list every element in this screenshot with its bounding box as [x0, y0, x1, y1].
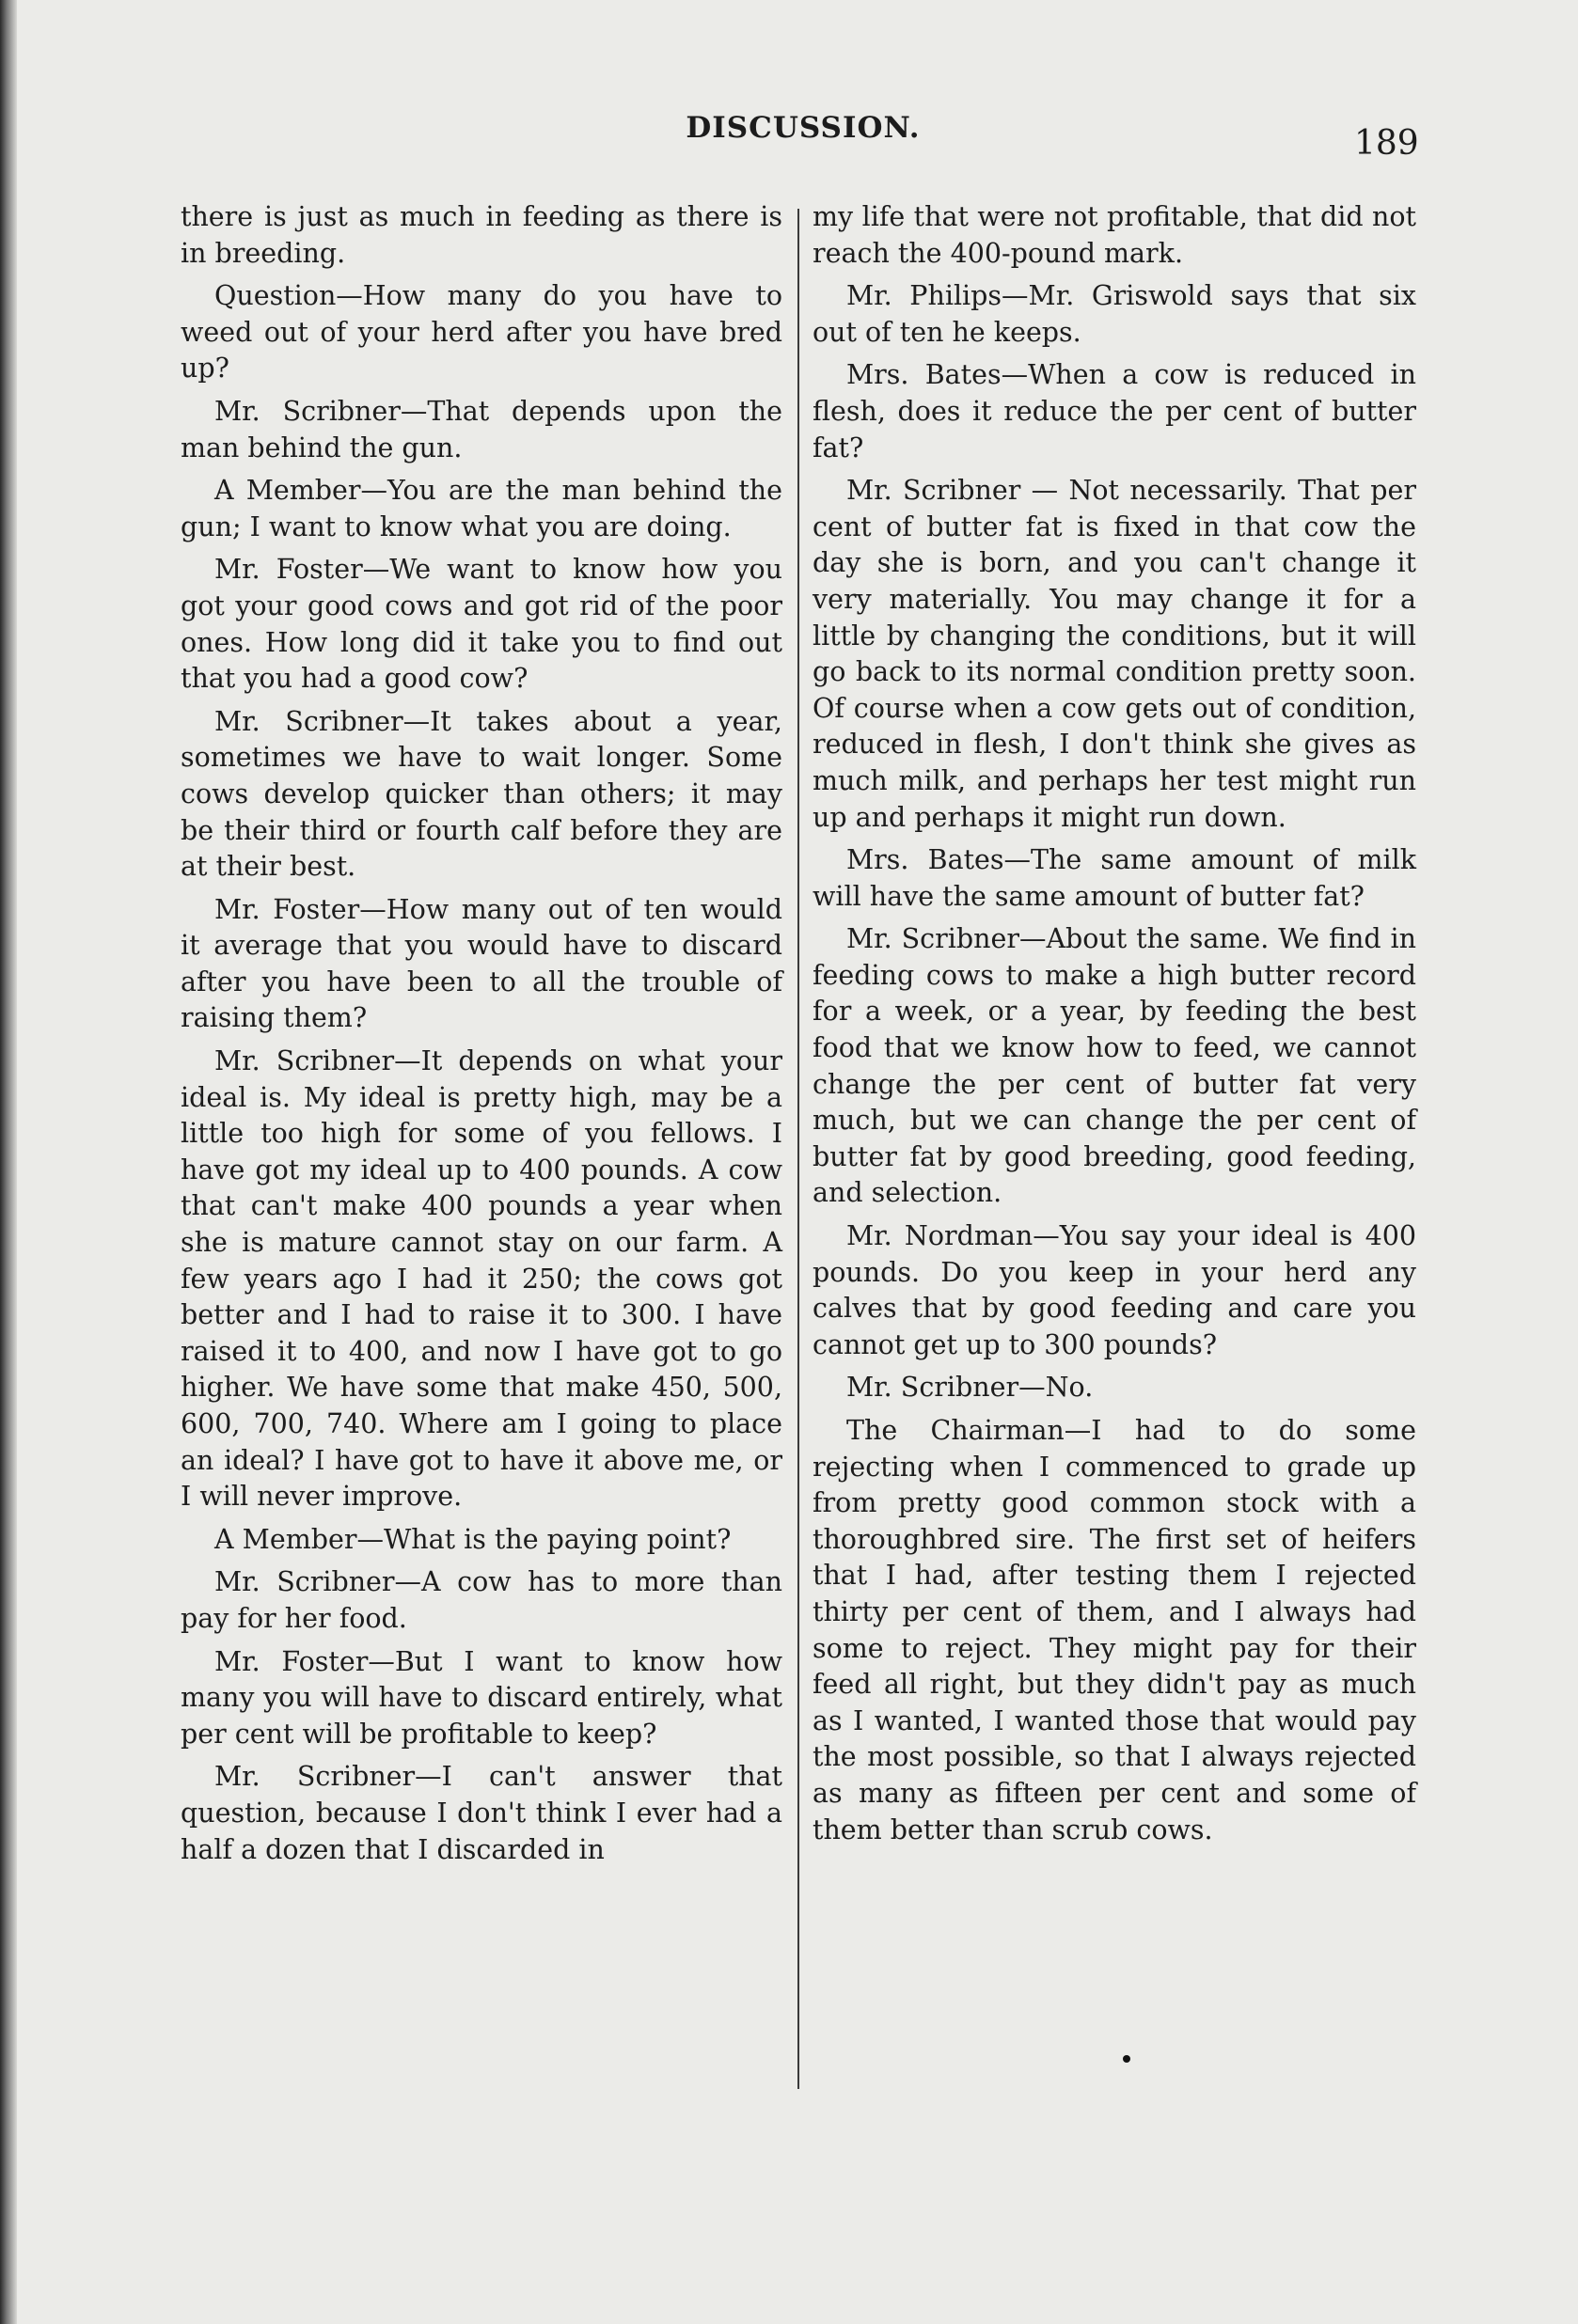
paragraph: Mr. Philips—Mr. Griswold says that six out of ten he keeps.	[813, 280, 1416, 348]
paragraph: Mr. Foster—How many out of ten would it average that you would have to discard after you have been to all the trouble of raising them?	[181, 893, 782, 1034]
paragraph: The Chairman—I had to do some rejecting when I commenced to grade up from pretty good common stock with a thoroughbred sire. The first set of heifers that I had, after testing them I rejected thirty per cent of them, and I always had some to reject. They might pay for their feed all right, but they didn't pay as much as I wanted, I wanted those that would pay the most possible, so that I always rejected as many as fifteen per cent and some of them better than scrub cows.	[813, 1415, 1416, 1845]
paragraph: Mrs. Bates—The same amount of milk will have the same amount of butter fat?	[813, 844, 1416, 912]
right-column	[813, 199, 1416, 1855]
paragraph: my life that were not profitable, that did not reach the 400-pound mark.	[813, 201, 1416, 269]
paragraph: there is just as much in feeding as there is in breeding.	[181, 201, 782, 269]
paragraph: Mr. Scribner — Not necessarily. That per cent of butter fat is fixed in that cow the day she is born, and you can't change it very materially. You may change it for a little by changing the conditions, but it will go back to its normal condition pretty soon. Of course when a cow gets out of condition, reduced in flesh, I don't think she gives as much milk, and perhaps her test might run up and perhaps it might run down.	[813, 475, 1416, 833]
page-edge-shadow	[0, 0, 17, 2324]
paragraph: Mr. Foster—But I want to know how many you will have to discard entirely, what per cent will be profitable to keep?	[181, 1645, 782, 1750]
page-number: 189	[1354, 124, 1419, 163]
paragraph: Mr. Scribner—It takes about a year, sometimes we have to wait longer. Some cows develop quicker than others; it may be their third or fourth calf before they are at their best.	[181, 705, 782, 883]
paragraph: Mr. Scribner—It depends on what your ideal is. My ideal is pretty high, may be a little too high for some of you fellows. I have got my ideal up to 400 pounds. A cow that can't make 400 pounds a year when she is mature cannot stay on our farm. A few years ago I had it 250; the cows got better and I had to raise it to 300. I have raised it to 400, and now I have got to go higher. We have some that make 450, 500, 600, 700, 740. Where am I going to place an ideal? I have got to have it above me, or I will never improve.	[181, 1045, 782, 1513]
paragraph: Mr. Scribner—No.	[846, 1372, 1094, 1404]
paragraph: Mr. Foster—We want to know how you got your good cows and got rid of the poor ones. How long did it take you to find out that you had a good cow?	[181, 554, 782, 695]
paragraph: Mr. Scribner—That depends upon the man behind the gun.	[181, 395, 782, 463]
paragraph: Mr. Scribner—A cow has to more than pay for her food.	[181, 1566, 782, 1634]
paragraph: A Member—You are the man behind the gun; I want to know what you are doing.	[181, 475, 782, 542]
paragraph: Question—How many do you have to weed out of your herd after you have bred up?	[181, 280, 782, 385]
column-divider	[797, 209, 799, 2089]
running-head: DISCUSSION.	[686, 111, 921, 145]
left-column	[181, 199, 782, 1875]
paragraph: Mrs. Bates—When a cow is reduced in flesh, does it reduce the per cent of butter fat?	[813, 359, 1416, 463]
ink-speck	[1123, 2055, 1130, 2063]
paragraph: Mr. Scribner—I can't answer that question, because I don't think I ever had a half a dozen that I discarded in	[181, 1761, 782, 1865]
paragraph: A Member—What is the paying point?	[214, 1523, 732, 1555]
paragraph: Mr. Scribner—About the same. We find in feeding cows to make a high butter record for a week, or a year, by feeding the best food that we know how to feed, we cannot change the per cent of butter fat very much, but we can change the per cent of butter fat by good breeding, good feeding, and selection.	[813, 923, 1416, 1209]
paragraph: Mr. Nordman—You say your ideal is 400 pounds. Do you keep in your herd any calves that by good feeding and care you cannot get up to 300 pounds?	[813, 1220, 1416, 1360]
